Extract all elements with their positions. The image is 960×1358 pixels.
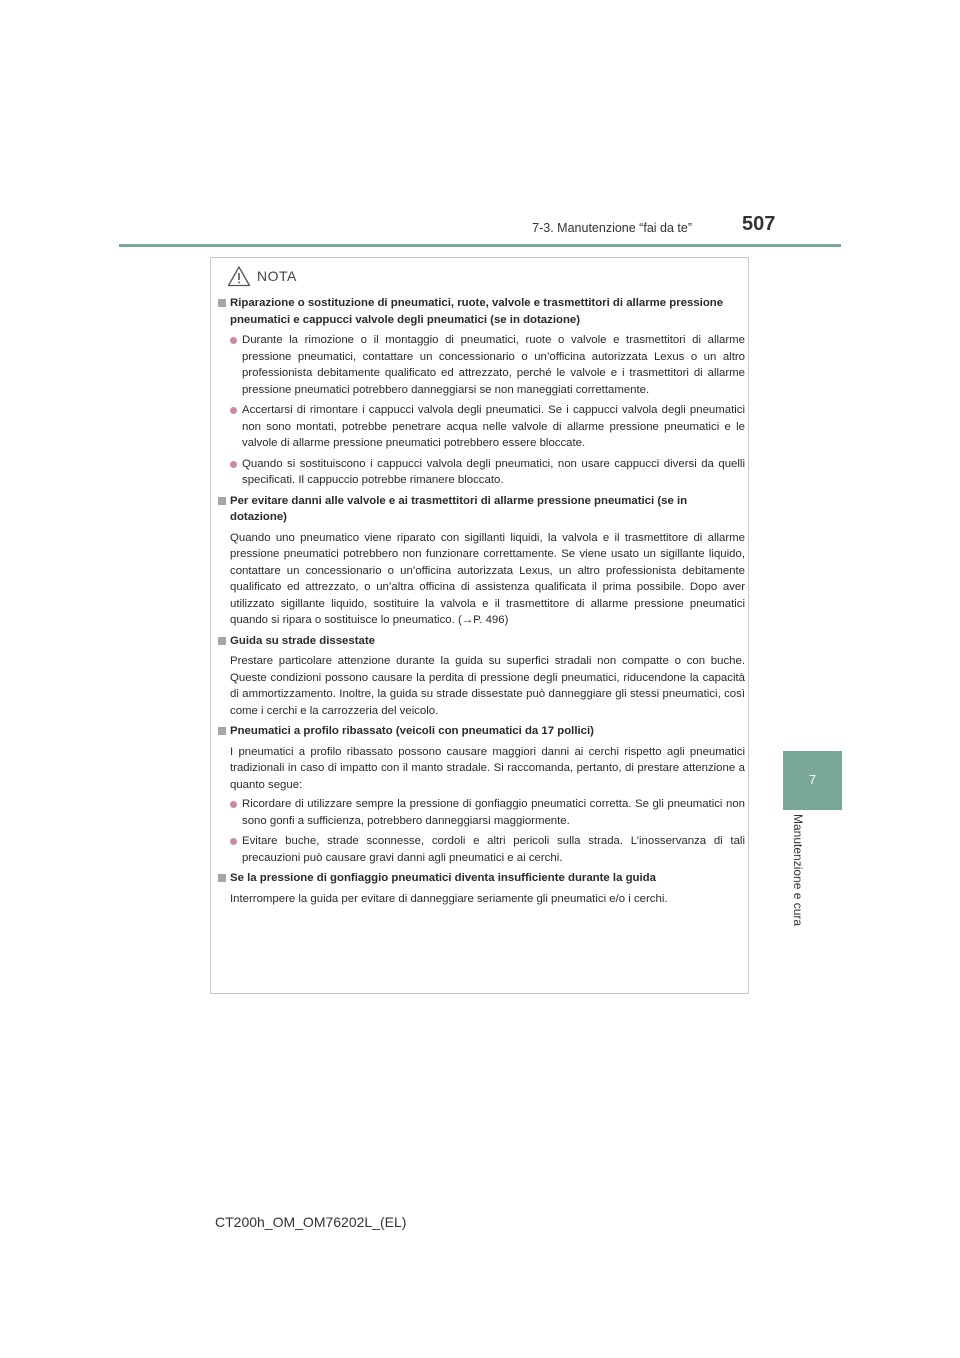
- note-section: [218, 723, 745, 866]
- section-heading: Se la pressione di gonfiaggio pneumatici diventa insufficiente durante la guida: [218, 870, 745, 887]
- list-item: Ricordare di utilizzare sempre la pressione di gonfiaggio pneumatici corretta. Se gli pneumatici non sono gonfi a sufficienza, potrebbero danneggiarsi maggiormente.: [218, 796, 745, 829]
- header-rule: [119, 244, 841, 247]
- section-body: Interrompere la guida per evitare di danneggiare seriamente gli pneumatici e/o i cerchi.: [230, 892, 668, 905]
- section-heading: Per evitare danni alle valvole e ai trasmettitori di allarme pressione pneumatici (se in dotazione): [218, 493, 745, 526]
- list-item: Quando si sostituiscono i cappucci valvola degli pneumatici, non usare cappucci diversi da quelli specificati. Il cappuccio potrebbe rimanere bloccato.: [218, 456, 745, 489]
- section-heading: Pneumatici a profilo ribassato (veicoli con pneumatici da 17 pollici): [218, 723, 745, 740]
- square-bullet-icon: [218, 299, 226, 307]
- chapter-number: 7: [808, 772, 817, 787]
- note-header: [227, 264, 297, 288]
- bullet-dot-icon: [230, 838, 237, 845]
- section-body: I pneumatici a profilo ribassato possono causare maggiori danni ai cerchi rispetto agli pneumatici tradizionali in caso di impatto con il manto stradale. Si raccomanda, pertanto, di prestare attenzione a quanto segue:: [230, 745, 745, 791]
- note-title: NOTA: [257, 268, 297, 284]
- document-code: CT200h_OM_OM76202L_(EL): [215, 1214, 407, 1230]
- square-bullet-icon: [218, 727, 226, 735]
- bullet-dot-icon: [230, 407, 237, 414]
- square-bullet-icon: [218, 874, 226, 882]
- section-heading: Riparazione o sostituzione di pneumatici, ruote, valvole e trasmettitori di allarme pressione pneumatici e cappucci valvole degli pneumatici (se in dotazione): [218, 295, 745, 328]
- section-heading: Guida su strade dissestate: [218, 633, 745, 650]
- square-bullet-icon: [218, 497, 226, 505]
- note-section: [218, 295, 745, 489]
- note-section: [218, 870, 745, 907]
- square-bullet-icon: [218, 637, 226, 645]
- page-number: 507: [742, 213, 776, 235]
- bullet-dot-icon: [230, 461, 237, 468]
- page-header: [0, 0, 960, 250]
- chapter-tab: [783, 751, 842, 810]
- note-section: [218, 493, 745, 629]
- section-body: Quando uno pneumatico viene riparato con sigillanti liquidi, la valvola e il trasmettitore di allarme pressione pneumatici potrebbero non funzionare correttamente. Se viene usato un sigillante liquido, contattare un concessionario o un’officina autorizzata Lexus, un altro professionista debitamente qualificato ed attrezzato, o un’altra officina di assistenza qualificata il prima possibile. Dopo aver utilizzato sigillante liquido, sostituire la valvola e il trasmettitore di allarme pressione pneumatici quando si ripara o sostituisce lo pneumatico. (→P. 496): [230, 531, 745, 626]
- bullet-dot-icon: [230, 801, 237, 808]
- list-item: Accertarsi di rimontare i cappucci valvola degli pneumatici. Se i cappucci valvola degli pneumatici non sono montati, potrebbe penetrare acqua nelle valvole di allarme pressione pneumatici e le valvole di allarme pressione pneumatici potrebbero essere bloccate.: [218, 402, 745, 452]
- note-section: [218, 633, 745, 720]
- note-box: [210, 257, 749, 994]
- list-item: Evitare buche, strade sconnesse, cordoli e altri pericoli sulla strada. L’inosservanza di tali precauzioni può causare gravi danni agli pneumatici e ai cerchi.: [218, 833, 745, 866]
- warning-triangle-icon: [227, 265, 251, 287]
- chapter-label: Manutenzione e cura: [791, 814, 805, 927]
- note-content: [218, 295, 745, 911]
- bullet-dot-icon: [230, 337, 237, 344]
- section-body: Prestare particolare attenzione durante la guida su superfici stradali non compatte o con buche. Queste condizioni possono causare la perdita di pressione degli pneumatici, riducendone la capacità di ammortizzamento. Inoltre, la guida su strade dissestate può danneggiare gli stessi pneumatici, così come i cerchi e la carrozzeria del veicolo.: [230, 655, 745, 717]
- list-item: Durante la rimozione o il montaggio di pneumatici, ruote o valvole e trasmettitori di allarme pressione pneumatici, contattare un concessionario o un’officina autorizzata Lexus o un altro professionista debitamente qualificato ed attrezzato, perché le valvole e i trasmettitori di allarme pressione pneumatici potrebbero danneggiarsi se non maneggiati correttamente.: [218, 332, 745, 398]
- section-title: 7-3. Manutenzione “fai da te”: [532, 221, 692, 235]
